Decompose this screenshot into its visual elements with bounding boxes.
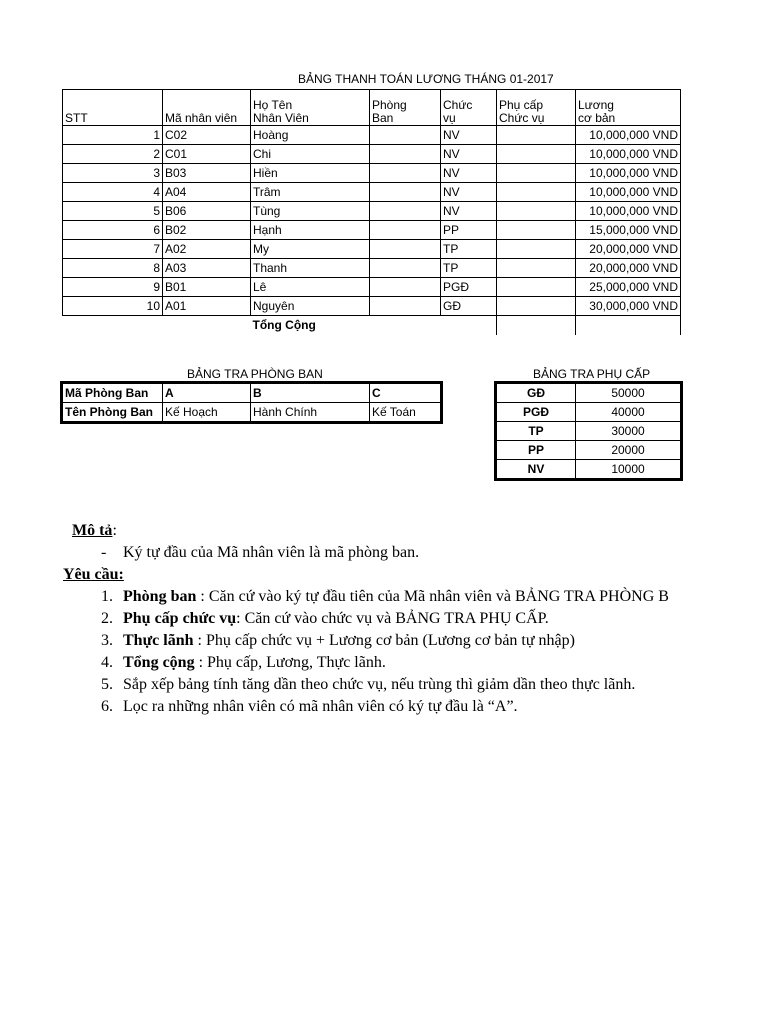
allowance-value[interactable]: 40000 [576, 403, 681, 422]
mo-ta-item: Ký tự đầu của Mã nhân viên là mã phòng ban. [123, 544, 420, 561]
cell-ma[interactable]: B03 [163, 164, 251, 183]
allowance-row [497, 441, 681, 460]
list-text: Sắp xếp bảng tính tăng dần theo chức vụ, nếu trùng thì giảm dần theo thực lãnh. [123, 676, 636, 693]
list-item [101, 610, 549, 628]
cell-stt[interactable]: 6 [63, 221, 163, 240]
cell-phucap[interactable] [497, 164, 576, 183]
cell-chucvu[interactable]: NV [441, 164, 497, 183]
cell-stt[interactable]: 9 [63, 278, 163, 297]
cell-chucvu[interactable]: NV [441, 145, 497, 164]
table-row [63, 259, 681, 278]
cell-ma[interactable]: B01 [163, 278, 251, 297]
cell-phucap[interactable] [497, 259, 576, 278]
list-num: 4. [101, 654, 113, 671]
cell-phong[interactable] [370, 202, 441, 221]
header-chuc-vu[interactable]: Chức vụ [441, 90, 497, 126]
list-text: : Phụ cấp, Lương, Thực lãnh. [194, 654, 386, 671]
cell-ten[interactable]: Nguyên [251, 297, 370, 316]
cell-ma[interactable]: B06 [163, 202, 251, 221]
cell-phong[interactable] [370, 183, 441, 202]
header-ho-ten[interactable]: Họ Tên Nhân Viên [251, 90, 370, 126]
cell-chucvu[interactable]: NV [441, 202, 497, 221]
dept-table-title: BẢNG TRA PHÒNG BAN [187, 367, 323, 381]
allowance-table-title: BẢNG TRA PHỤ CẤP [533, 367, 651, 381]
table-row [63, 183, 681, 202]
list-bold: Phòng ban [123, 588, 197, 605]
cell-chucvu[interactable]: NV [441, 126, 497, 145]
table-row [63, 202, 681, 221]
cell-ten[interactable]: Thanh [251, 259, 370, 278]
list-num: 6. [101, 698, 113, 715]
cell-empty[interactable] [370, 316, 441, 336]
cell-ma[interactable]: B02 [163, 221, 251, 240]
dept-code-c[interactable]: C [370, 384, 441, 403]
cell-ten[interactable]: Hạnh [251, 221, 370, 240]
cell-phucap[interactable] [497, 240, 576, 259]
dept-code-a[interactable]: A [163, 384, 251, 403]
cell-ma[interactable]: A04 [163, 183, 251, 202]
cell-phucap[interactable] [497, 278, 576, 297]
table-header-row [63, 90, 681, 126]
cell-phong[interactable] [370, 126, 441, 145]
total-row [63, 316, 681, 336]
cell-ma[interactable]: A01 [163, 297, 251, 316]
cell-ma[interactable]: A03 [163, 259, 251, 278]
yeu-cau-heading [63, 566, 124, 584]
dept-name-b[interactable]: Hành Chính [251, 403, 370, 422]
cell-luong[interactable]: 20,000,000 VND [576, 240, 681, 259]
cell-ma[interactable]: C01 [163, 145, 251, 164]
sheet-title: BẢNG THANH TOÁN LƯƠNG THÁNG 01-2017 [298, 72, 554, 86]
list-text: : Căn cứ vào chức vụ và BẢNG TRA PHỤ CẤP. [236, 610, 549, 627]
cell-chucvu[interactable]: TP [441, 259, 497, 278]
cell-chucvu[interactable]: NV [441, 183, 497, 202]
list-bold: Thực lãnh [123, 632, 194, 649]
cell-stt[interactable]: 5 [63, 202, 163, 221]
cell-stt[interactable]: 10 [63, 297, 163, 316]
list-num: 3. [101, 632, 113, 649]
allowance-value[interactable]: 30000 [576, 422, 681, 441]
cell-total-luong[interactable] [576, 316, 681, 336]
cell-phucap[interactable] [497, 297, 576, 316]
cell-phucap[interactable] [497, 202, 576, 221]
cell-ten[interactable]: Tùng [251, 202, 370, 221]
total-label[interactable]: Tổng Cộng [252, 318, 316, 332]
cell-chucvu[interactable]: GĐ [441, 297, 497, 316]
header-luong[interactable]: Lương cơ bản [576, 90, 681, 126]
header-stt[interactable]: STT [63, 90, 163, 126]
yeu-cau-label: Yêu cầu: [63, 566, 124, 583]
cell-luong[interactable]: 15,000,000 VND [576, 221, 681, 240]
cell-stt[interactable]: 8 [63, 259, 163, 278]
cell-ten[interactable]: Hiền [251, 164, 370, 183]
cell-phucap[interactable] [497, 183, 576, 202]
table-row [63, 126, 681, 145]
header-phong-ban[interactable]: Phòng Ban [370, 90, 441, 126]
cell-stt[interactable]: 7 [63, 240, 163, 259]
list-text: Lọc ra những nhân viên có mã nhân viên có ký tự đầu là “A”. [123, 698, 518, 715]
list-item [101, 632, 575, 650]
table-row [63, 221, 681, 240]
allowance-value[interactable]: 50000 [576, 384, 681, 403]
cell-empty[interactable] [441, 316, 497, 336]
cell-luong[interactable]: 10,000,000 VND [576, 126, 681, 145]
cell-ten[interactable]: Chi [251, 145, 370, 164]
dept-name-row [63, 403, 441, 422]
cell-phong[interactable] [370, 297, 441, 316]
allowance-row [497, 403, 681, 422]
allowance-row [497, 384, 681, 403]
cell-phucap[interactable] [497, 145, 576, 164]
list-bold: Phụ cấp chức vụ [123, 610, 237, 627]
mo-ta-heading [72, 522, 117, 540]
cell-ten[interactable]: Lê [251, 278, 370, 297]
list-num: 5. [101, 676, 113, 693]
cell-phucap[interactable] [497, 221, 576, 240]
dept-name-label[interactable]: Tên Phòng Ban [63, 403, 163, 422]
bullet-dash: - [101, 544, 107, 561]
cell-stt[interactable]: 3 [63, 164, 163, 183]
header-phu-cap[interactable]: Phụ cấp Chức vụ [497, 90, 576, 126]
cell-ten[interactable]: Trâm [251, 183, 370, 202]
table-row [63, 278, 681, 297]
dept-code-row [63, 384, 441, 403]
cell-empty[interactable] [63, 316, 163, 336]
table-row [63, 164, 681, 183]
cell-phong[interactable] [370, 278, 441, 297]
dept-code-label[interactable]: Mã Phòng Ban [63, 384, 163, 403]
list-item [101, 588, 669, 606]
cell-luong[interactable]: 25,000,000 VND [576, 278, 681, 297]
list-item [101, 676, 636, 694]
header-ma-nhan-vien[interactable]: Mã nhân viên [163, 90, 251, 126]
allowance-lookup-table [496, 383, 681, 479]
cell-total-phucap[interactable] [497, 316, 576, 336]
cell-luong[interactable]: 10,000,000 VND [576, 164, 681, 183]
mo-ta-label: Mô tả [72, 522, 113, 539]
cell-luong[interactable]: 10,000,000 VND [576, 145, 681, 164]
cell-phong[interactable] [370, 240, 441, 259]
allowance-row [497, 422, 681, 441]
cell-phong[interactable] [370, 164, 441, 183]
list-num: 1. [101, 588, 113, 605]
cell-ma[interactable]: C02 [163, 126, 251, 145]
allowance-row [497, 460, 681, 479]
table-row [63, 240, 681, 259]
cell-ma[interactable]: A02 [163, 240, 251, 259]
dept-code-b[interactable]: B [251, 384, 370, 403]
allowance-code[interactable]: PP [497, 441, 576, 460]
mo-ta-colon: : [112, 522, 117, 539]
cell-phucap[interactable] [497, 126, 576, 145]
cell-phong[interactable] [370, 259, 441, 278]
list-bold: Tổng cộng [123, 654, 195, 671]
cell-luong[interactable]: 10,000,000 VND [576, 202, 681, 221]
allowance-value[interactable]: 20000 [576, 441, 681, 460]
cell-stt[interactable]: 4 [63, 183, 163, 202]
cell-luong[interactable]: 30,000,000 VND [576, 297, 681, 316]
list-text: : Phụ cấp chức vụ + Lương cơ bản (Lương cơ bản tự nhập) [193, 632, 575, 649]
list-item [101, 698, 518, 716]
dept-name-a[interactable]: Kế Hoạch [163, 403, 251, 422]
allowance-value[interactable]: 10000 [576, 460, 681, 479]
cell-ten[interactable]: Hoàng [251, 126, 370, 145]
cell-luong[interactable]: 10,000,000 VND [576, 183, 681, 202]
cell-stt[interactable]: 2 [63, 145, 163, 164]
allowance-code[interactable]: GĐ [497, 384, 576, 403]
allowance-code[interactable]: TP [497, 422, 576, 441]
table-row [63, 145, 681, 164]
allowance-code[interactable]: NV [497, 460, 576, 479]
cell-phong[interactable] [370, 145, 441, 164]
cell-luong[interactable]: 20,000,000 VND [576, 259, 681, 278]
cell-phong[interactable] [370, 221, 441, 240]
list-item [101, 654, 386, 672]
dept-lookup-table [62, 383, 441, 422]
mo-ta-bullet [101, 544, 420, 562]
dept-name-c[interactable]: Kế Toán [370, 403, 441, 422]
cell-chucvu[interactable]: TP [441, 240, 497, 259]
list-num: 2. [101, 610, 113, 627]
cell-chucvu[interactable]: PGĐ [441, 278, 497, 297]
salary-table [62, 89, 681, 335]
cell-chucvu[interactable]: PP [441, 221, 497, 240]
list-text: : Căn cứ vào ký tự đầu tiên của Mã nhân viên và BẢNG TRA PHÒNG B [196, 588, 669, 605]
table-row [63, 297, 681, 316]
cell-empty[interactable] [163, 316, 251, 336]
cell-ten[interactable]: My [251, 240, 370, 259]
cell-stt[interactable]: 1 [63, 126, 163, 145]
allowance-code[interactable]: PGĐ [497, 403, 576, 422]
